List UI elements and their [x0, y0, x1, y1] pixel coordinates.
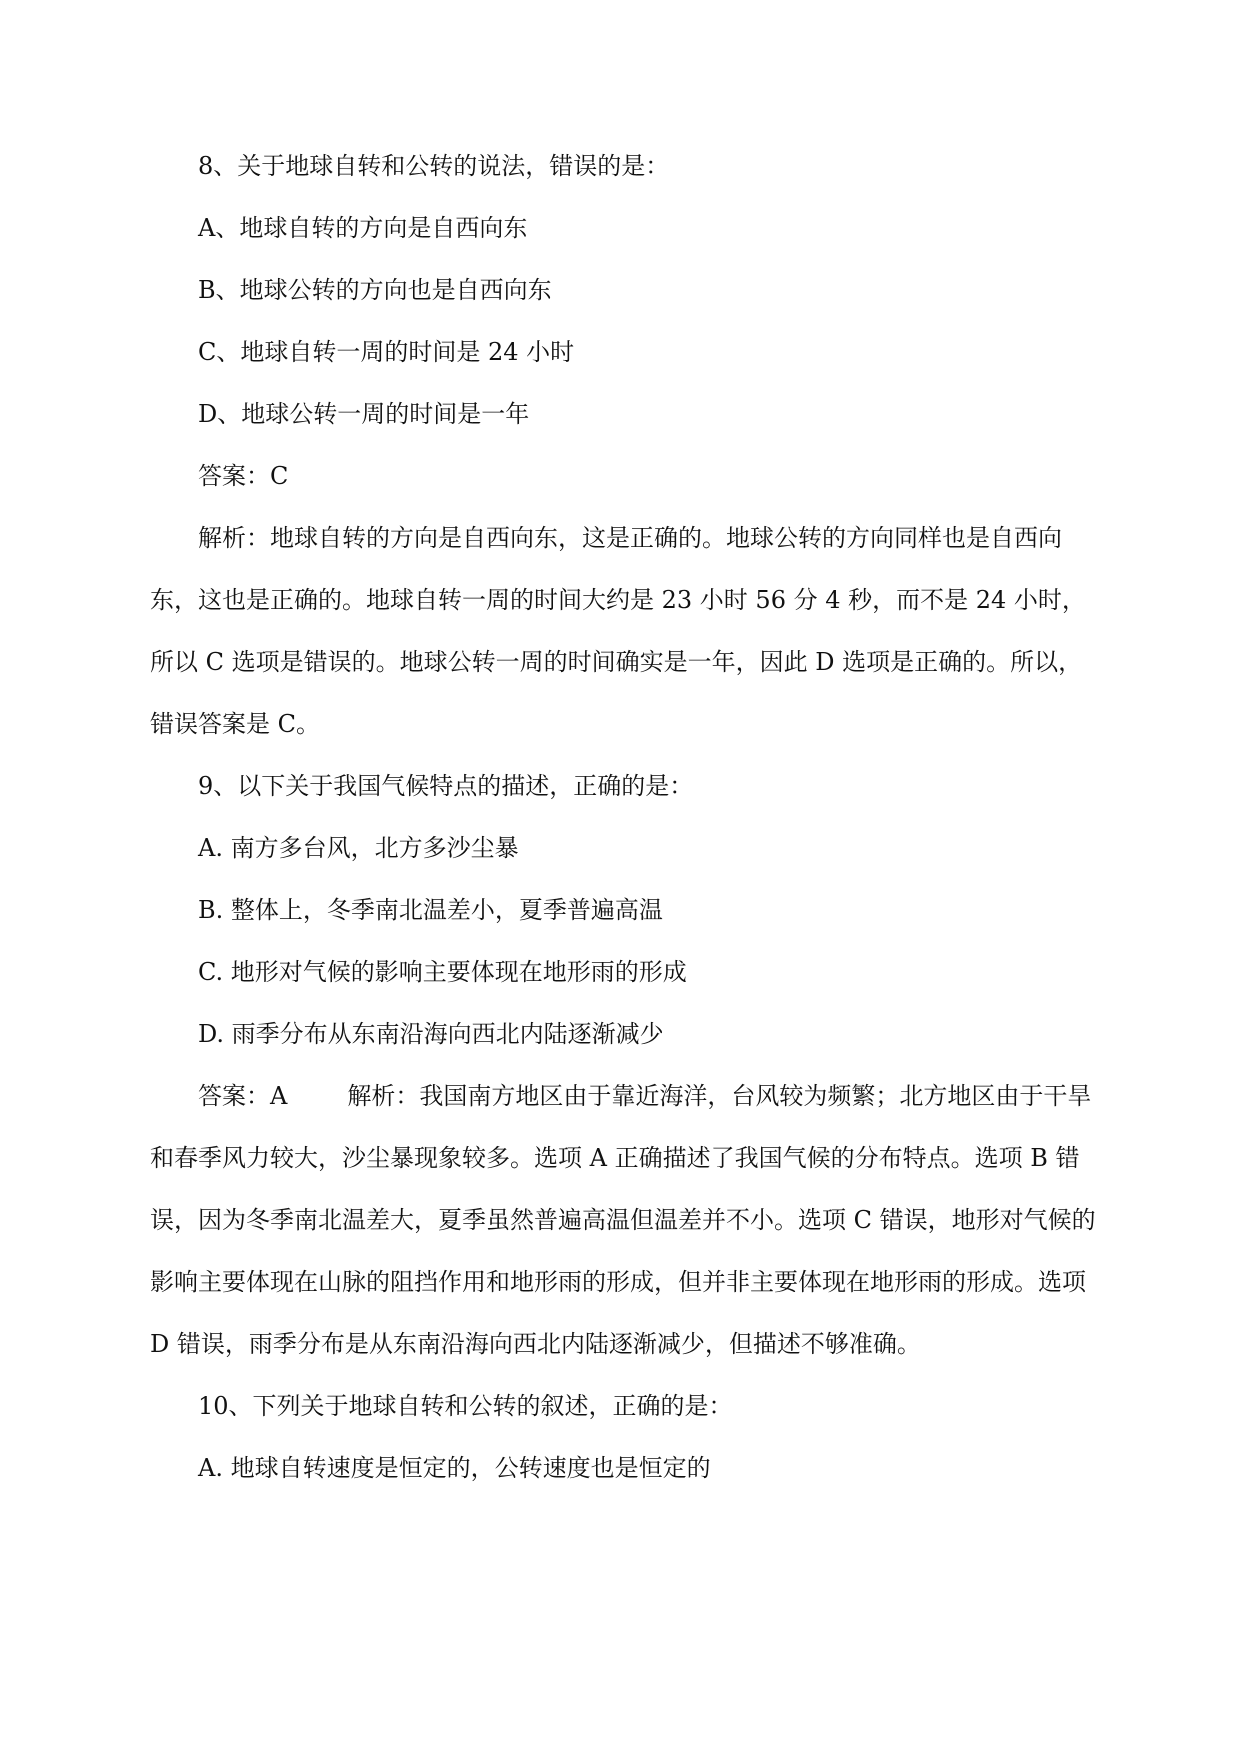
q9-answer-analysis: [150, 1065, 1100, 1375]
q9-option-c: C. 地形对气候的影响主要体现在地形雨的形成: [198, 958, 687, 986]
question-10: 10、下列关于地球自转和公转的叙述，正确的是：: [198, 1392, 733, 1420]
q8-option-d: D、地球公转一周的时间是一年: [198, 400, 530, 428]
q10-option-a: A. 地球自转速度是恒定的，公转速度也是恒定的: [198, 1454, 711, 1482]
q9-option-a: A. 南方多台风，北方多沙尘暴: [198, 834, 519, 862]
q8-analysis: 解析：地球自转的方向是自西向东，这是正确的。地球公转的方向同样也是自西向东，这也是正确的。地球自转一周的时间大约是 23 小时 56 分 4 秒，而不是 24 小时，所以 C 选项是错误的。地球公转一周的时间确实是一年，因此 D 选项是正确的。所以，错误答案是 C。: [150, 524, 1086, 738]
q9-answer: 答案：A: [198, 1082, 288, 1110]
question-8: 8、关于地球自转和公转的说法，错误的是：: [198, 152, 670, 180]
q8-option-b: B、地球公转的方向也是自西向东: [198, 276, 552, 304]
document-page: [150, 135, 1100, 1499]
q8-option-c: C、地球自转一周的时间是 24 小时: [198, 338, 575, 366]
q9-option-b: B. 整体上，冬季南北温差小，夏季普遍高温: [198, 896, 663, 924]
q9-option-d: D. 雨季分布从东南沿海向西北内陆逐渐减少: [198, 1020, 664, 1048]
question-9: 9、以下关于我国气候特点的描述，正确的是：: [198, 772, 694, 800]
q9-analysis: 解析：我国南方地区由于靠近海洋，台风较为频繁；北方地区由于干旱和春季风力较大，沙尘暴现象较多。选项 A 正确描述了我国气候的分布特点。选项 B 错误，因为冬季南北温差大，夏季虽然普遍高温但温差并不小。选项 C 错误，地形对气候的影响主要体现在山脉的阻挡作用和地形雨的形成，但并非主要体现在地形雨的形成。选项 D 错误，雨季分布是从东南沿海向西北内陆逐渐减少，但描述不够准确。: [150, 1082, 1096, 1358]
q8-option-a: A、地球自转的方向是自西向东: [198, 214, 528, 242]
q8-answer: 答案：C: [198, 462, 289, 490]
